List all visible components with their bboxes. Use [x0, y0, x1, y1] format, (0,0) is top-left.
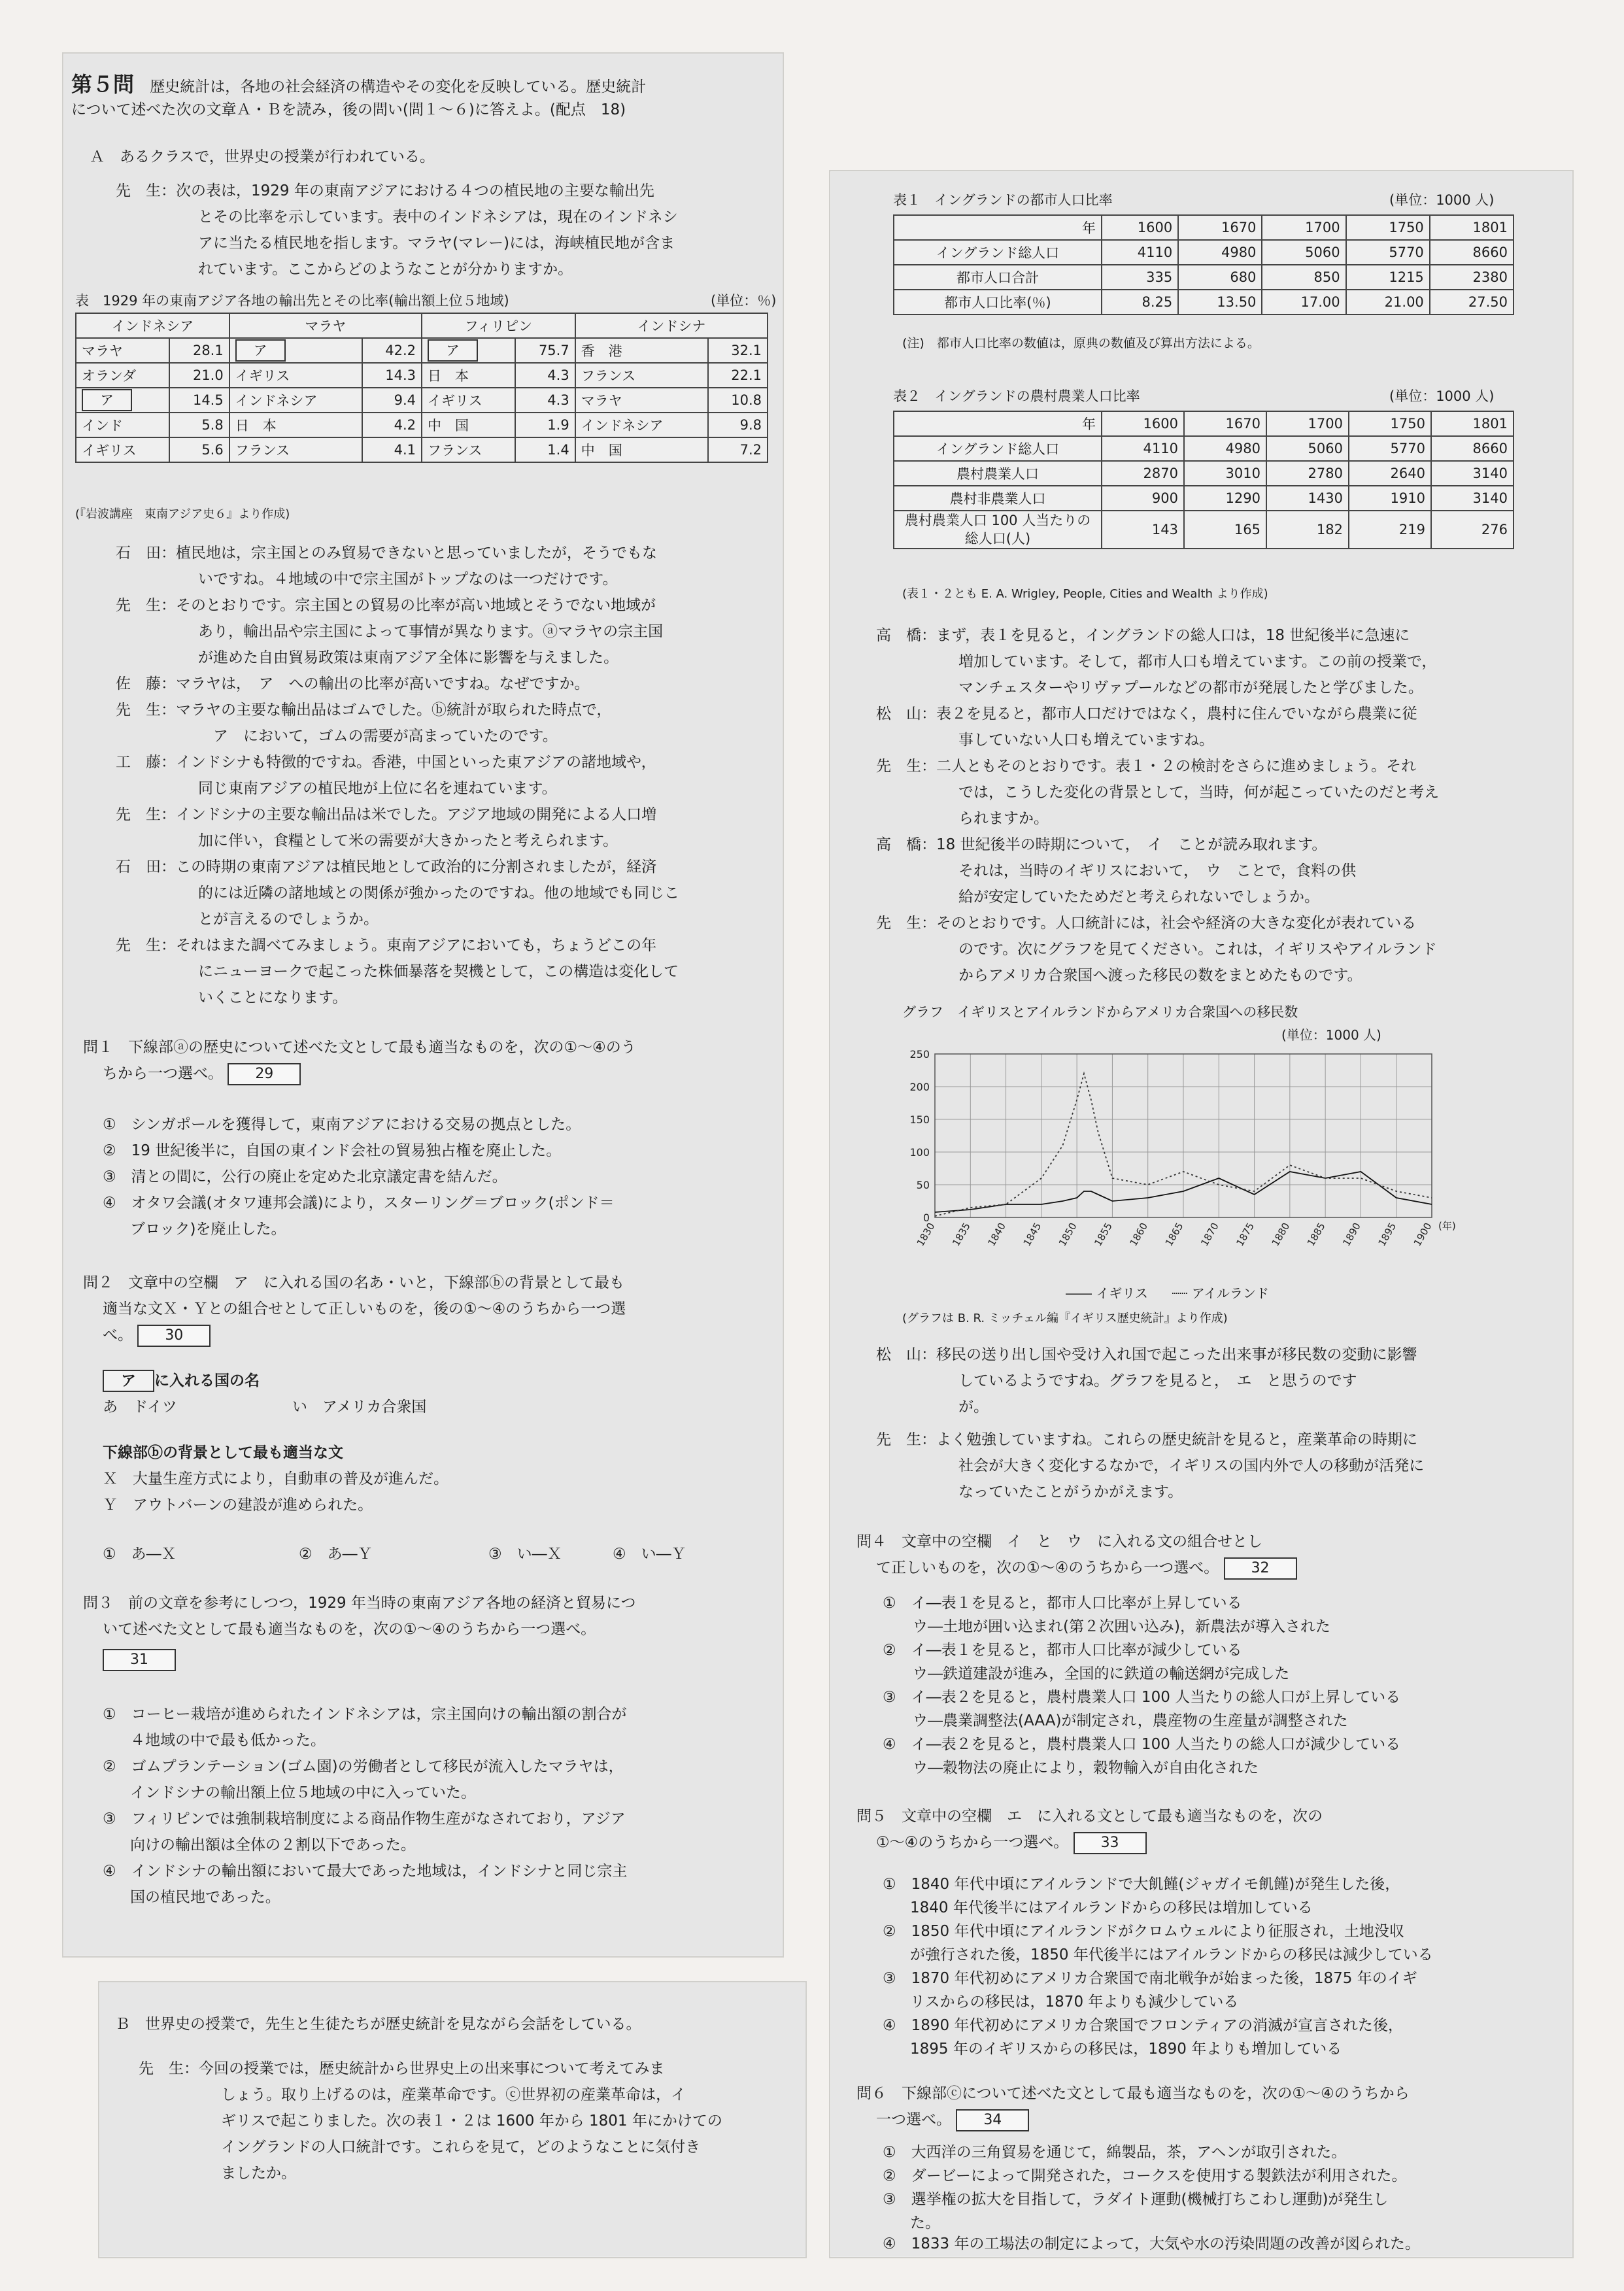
- x-tick-label: 1845: [1021, 1221, 1044, 1249]
- x-tick-label: 1850: [1056, 1221, 1079, 1249]
- choice[interactable]: ウ―鉄道建設が進み，全国的に鉄道の輸送網が完成した: [883, 1665, 1290, 1682]
- country-heading: ア に入れる国の名: [103, 1368, 260, 1394]
- answer-number-33[interactable]: 33: [1074, 1832, 1147, 1854]
- answer-number-29[interactable]: 29: [228, 1063, 301, 1085]
- choice[interactable]: ① 1840 年代中頃にアイルランドで大飢饉(ジャガイモ飢饉)が発生した後，: [883, 1876, 1400, 1893]
- legend-ireland: アイルランド: [1191, 1285, 1269, 1301]
- dialog-line: いくことになります。: [198, 989, 348, 1006]
- choice[interactable]: ウ―土地が囲い込まれ(第２次囲い込み)，新農法が導入された: [883, 1618, 1330, 1635]
- table-1-unit: (単位：1000 人): [1389, 192, 1495, 208]
- x-tick-label: 1875: [1234, 1221, 1257, 1249]
- table-row: 農村農業人口 100 人当たりの総人口(人) 143 165 182 219 276: [894, 511, 1514, 549]
- y-tick-label: 150: [909, 1113, 930, 1126]
- choice[interactable]: ② ゴムプランテーション(ゴム園)の労働者として移民が流入したマラヤは，: [103, 1758, 624, 1775]
- table-row: 都市人口合計 335 680 850 1215 2380: [894, 265, 1514, 290]
- choice[interactable]: ④ 1833 年の工場法の制定によって，大気や水の汚染問題の改善が図られた。: [883, 2235, 1421, 2252]
- background-heading: 下線部ⓑの背景として最も適当な文: [103, 1444, 343, 1461]
- choice[interactable]: ウ―穀物法の廃止により，穀物輸入が自由化された: [883, 1759, 1259, 1776]
- y-tick-label: 250: [909, 1048, 930, 1061]
- table-1-note: (注) 都市人口比率の数値は，原典の数値及び算出方法による。: [902, 336, 1260, 350]
- x-tick-label: 1835: [950, 1221, 973, 1249]
- dialog-line: しょう。取り上げるのは，産業革命です。ⓒ世界初の産業革命は，イ: [221, 2086, 686, 2103]
- table-row: イングランド総人口 4110 4980 5060 5770 8660: [894, 436, 1514, 461]
- left-clip: [62, 52, 784, 1958]
- table-2-title: 表２ イングランドの農村農業人口比率: [893, 388, 1140, 404]
- teacher-line: 先 生：次の表は，1929 年の東南アジアにおける４つの植民地の主要な輸出先: [116, 182, 654, 199]
- choice[interactable]: ① コーヒー栽培が進められたインドネシアは，宗主国向けの輸出額の割合が: [103, 1706, 627, 1723]
- dialog-line: からアメリカ合衆国へ渡った移民の数をまとめたものです。: [958, 967, 1362, 984]
- dialog-line: 先 生：そのとおりです。人口統計には，社会や経済の大きな変化が表れている: [876, 915, 1417, 932]
- table-row: 都市人口比率(％) 8.25 13.50 17.00 21.00 27.50: [894, 290, 1514, 314]
- teacher-line: とその比率を示しています。表中のインドネシアは，現在のインドネシ: [198, 209, 678, 226]
- dialog-line: られますか。: [958, 810, 1049, 827]
- section-b-clip: [98, 1981, 807, 2258]
- choice[interactable]: ② あ―Ｙ: [299, 1546, 373, 1563]
- tables-source: (表１・２とも E. A. Wrigley, People, Cities and Wealth より作成): [902, 587, 1268, 601]
- table-header: インドシナ: [575, 313, 768, 338]
- header-text-2: について述べた次の文章Ａ・Ｂを読み，後の問い(問１～６)に答えよ。(配点 18): [71, 101, 626, 118]
- choice[interactable]: ① あ―Ｘ: [103, 1546, 177, 1563]
- dialog-line: 高 橋：18 世紀後半の時期について， イ ことが読み取れます。: [876, 836, 1327, 853]
- question-number: 第５問: [71, 72, 135, 97]
- question-1-text: 問１ 下線部ⓐの歴史について述べた文として最も適当なものを，次の①～④のう: [83, 1039, 636, 1056]
- country-i: い アメリカ合衆国: [292, 1399, 427, 1416]
- table-header: フィリピン: [422, 313, 575, 338]
- migration-line-chart: [889, 1044, 1464, 1280]
- dialog-line: 的には近隣の諸地域との関係が強かったのですね。他の地域でも同じこ: [198, 885, 679, 902]
- choice[interactable]: が強行された後，1850 年代後半にはアイルランドからの移民は減少している: [910, 1946, 1433, 1963]
- dialog-line: マンチェスターやリヴァプールなどの都市が発展したと学びました。: [958, 679, 1423, 696]
- dialog-line: イングランドの人口統計です。これらを見て，どのようなことに気付き: [221, 2139, 701, 2156]
- dialog-line: 高 橋：まず，表１を見ると，イングランドの総人口は，18 世紀後半に急速に: [876, 627, 1410, 644]
- export-table: [75, 313, 768, 463]
- table-row: オランダ 21.0 イギリス 14.3 日 本 4.3 フランス 22.1: [76, 363, 768, 388]
- choice[interactable]: ③ 清との間に，公行の廃止を定めた北京議定書を結んだ。: [103, 1168, 507, 1185]
- dialog-line: しているようですね。グラフを見ると， エ と思うのです: [958, 1372, 1357, 1389]
- dialog-line: 事していない人口も増えていますね。: [958, 732, 1214, 749]
- graph-legend: [1066, 1283, 1269, 1302]
- dialog-line: 石 田：この時期の東南アジアは植民地として政治的に分割されましたが，経済: [116, 858, 657, 875]
- dialog-line: 増加しています。そして，都市人口も増えています。この前の授業で，: [958, 653, 1437, 670]
- choice[interactable]: ④ イ―表２を見ると，農村農業人口 100 人当たりの総人口が減少している: [883, 1736, 1401, 1753]
- choice[interactable]: ① 大西洋の三角貿易を通じて，綿製品，茶，アヘンが取引された。: [883, 2144, 1347, 2161]
- table-header: マラヤ: [229, 313, 422, 338]
- dialog-line: 社会が大きく変化するなかで，イギリスの国内外で人の移動が活発に: [958, 1457, 1425, 1474]
- choice[interactable]: ② イ―表１を見ると，都市人口比率が減少している: [883, 1642, 1242, 1659]
- question-header: [71, 68, 646, 98]
- choice[interactable]: ④ 1890 年代初めにアメリカ合衆国でフロンティアの消滅が宣言された後，: [883, 2017, 1404, 2034]
- x-tick-label: 1860: [1127, 1221, 1151, 1249]
- question-4-text: て正しいものを，次の①～④のうちから一つ選べ。 32: [876, 1555, 1297, 1581]
- dialog-line: なっていたことがうかがえます。: [958, 1484, 1183, 1501]
- dialog-line: 松 山：移民の送り出し国や受け入れ国で起こった出来事が移民数の変動に影響: [876, 1346, 1417, 1363]
- blank-a: ア: [235, 339, 286, 362]
- y-tick-label: 200: [909, 1081, 930, 1093]
- choice[interactable]: ４地域の中で最も低かった。: [130, 1732, 326, 1749]
- dialog-line: 先 生：よく勉強していますね。これらの歴史統計を見ると，産業革命の時期に: [876, 1431, 1417, 1448]
- answer-number-34[interactable]: 34: [956, 2109, 1029, 2131]
- table-row: 農村非農業人口 900 1290 1430 1910 3140: [894, 486, 1514, 511]
- dialog-line: 先 生：インドシナの主要な輸出品は米でした。アジア地域の開発による人口増: [116, 806, 657, 823]
- header-text: 歴史統計は，各地の社会経済の構造やその変化を反映している。歴史統計: [150, 78, 647, 95]
- x-tick-label: 1900: [1411, 1221, 1434, 1249]
- y-tick-label: 50: [916, 1179, 930, 1191]
- table-row: イングランド総人口 4110 4980 5060 5770 8660: [894, 240, 1514, 265]
- question-2-text: べ。 30: [103, 1322, 211, 1348]
- dialog-line: にニューヨークで起こった株価暴落を契機として，この構造は変化して: [198, 963, 679, 980]
- question-2-text: 適当な文Ｘ・Ｙとの組合せとして正しいものを，後の①～④のうちから一つ選: [103, 1300, 626, 1317]
- choice[interactable]: ④ い―Ｙ: [613, 1546, 686, 1563]
- x-tick-label: 1870: [1198, 1221, 1221, 1249]
- choice[interactable]: ④ インドシナの輸出額において最大であった地域は，インドシナと同じ宗主: [103, 1863, 628, 1880]
- choice[interactable]: ブロック)を廃止した。: [130, 1221, 286, 1238]
- choice[interactable]: ② 19 世紀後半に，自国の東インド会社の貿易独占権を廃止した。: [103, 1142, 562, 1159]
- y-tick-label: 0: [922, 1212, 930, 1224]
- dialog-line: が進めた自由貿易政策は東南アジア全体に影響を与えました。: [198, 649, 619, 666]
- choice[interactable]: ③ 1870 年代初めにアメリカ合衆国で南北戦争が始まった後，1875 年のイギ: [883, 1970, 1417, 1987]
- question-3-text: 問３ 前の文章を参考にしつつ，1929 年当時の東南アジア各地の経済と貿易につ: [83, 1595, 636, 1612]
- dialog-line: それは，当時のイギリスにおいて， ウ ことで，食料の供: [958, 862, 1357, 879]
- question-3-text: いて述べた文として最も適当なものを，次の①～④のうちから一つ選べ。: [103, 1621, 596, 1638]
- dialog-line: が。: [958, 1399, 989, 1416]
- table-row: 農村農業人口 2870 3010 2780 2640 3140: [894, 461, 1514, 486]
- choice[interactable]: ② 1850 年代中頃にアイルランドがクロムウェルにより征服され，土地没収: [883, 1923, 1404, 1940]
- table-row: インド 5.8 日 本 4.2 中 国 1.9 インドネシア 9.8: [76, 413, 768, 437]
- dialog-line: 同じ東南アジアの植民地が上位に名を連ねています。: [198, 780, 557, 797]
- dialog-line: のです。次にグラフを見てください。これは，イギリスやアイルランド: [958, 941, 1437, 958]
- dialog-line: 石 田：植民地は，宗主国とのみ貿易できないと思っていましたが，そうでもな: [116, 545, 657, 562]
- legend-britain: イギリス: [1096, 1285, 1148, 1301]
- statement-x: Ｘ 大量生産方式により，自動車の普及が進んだ。: [103, 1470, 448, 1487]
- dialog-line: 松 山：表２を見ると，都市人口だけではなく，農村に住んでいながら農業に従: [876, 705, 1417, 722]
- x-tick-label: 1865: [1162, 1221, 1186, 1249]
- choice[interactable]: 国の植民地であった。: [130, 1889, 280, 1906]
- table-row: イギリス 5.6 フランス 4.1 フランス 1.4 中 国 7.2: [76, 437, 768, 462]
- answer-number-32[interactable]: 32: [1224, 1557, 1297, 1580]
- legend-line-dotted: ┈┈: [1172, 1285, 1188, 1301]
- choice[interactable]: 向けの輸出額は全体の２割以下であった。: [130, 1837, 416, 1854]
- x-tick-label: 1885: [1304, 1221, 1328, 1249]
- graph-title: グラフ イギリスとアイルランドからアメリカ合衆国への移民数: [902, 1004, 1298, 1020]
- choice[interactable]: ③ フィリピンでは強制栽培制度による商品作物生産がなされており，アジア: [103, 1810, 626, 1827]
- dialog-line: ア において，ゴムの需要が高まっていたのです。: [198, 728, 558, 745]
- x-tick-label: 1895: [1376, 1221, 1399, 1249]
- choice[interactable]: 1895 年のイギリスからの移民は，1890 年よりも増加している: [910, 2041, 1342, 2058]
- dialog-line: とが言えるのでしょうか。: [198, 911, 379, 928]
- legend-line-solid: ――: [1066, 1285, 1092, 1301]
- dialog-line: あり，輸出品や宗主国によって事情が異なります。ⓐマラヤの宗主国: [198, 623, 664, 640]
- section-b-intro: Ｂ 世界史の授業で，先生と生徒たちが歴史統計を見ながら会話をしている。: [115, 2016, 641, 2033]
- right-clip: [829, 170, 1574, 2258]
- blank-a: ア: [82, 389, 132, 411]
- dialog-line: では，こうした変化の背景として，当時，何が起こっていたのだと考え: [958, 784, 1440, 801]
- table-1: 年 1600 1670 1700 1750 1801 イングランド総人口 4110 4980 5060 5770 8660 都市人口合計 335 680 850 1215 2380 都市人口比率(％) 8.25 13.50 17.00 21.00 27.50: [893, 214, 1514, 315]
- question-4-text: 問４ 文章中の空欄 イ と ウ に入れる文の組合せとし: [856, 1533, 1262, 1550]
- table-row: マラヤ 28.1 ア 42.2 ア 75.7 香 港 32.1: [76, 338, 768, 363]
- statement-y: Ｙ アウトバーンの建設が進められた。: [103, 1497, 373, 1514]
- choice[interactable]: ③ い―Ｘ: [488, 1546, 562, 1563]
- blank-a: ア: [428, 339, 478, 362]
- question-2-text: 問２ 文章中の空欄 ア に入れる国の名あ・いと，下線部ⓑの背景として最も: [83, 1274, 624, 1291]
- question-5-text: ①～④のうちから一つ選べ。 33: [876, 1829, 1147, 1856]
- country-a: あ ドイツ: [103, 1399, 177, 1416]
- x-tick-label: 1830: [914, 1221, 938, 1249]
- choice[interactable]: ④ オタワ会議(オタワ連邦会議)により，スターリング＝ブロック(ポンド＝: [103, 1195, 615, 1212]
- choice[interactable]: 1840 年代後半にはアイルランドからの移民は増加している: [910, 1899, 1313, 1916]
- x-tick-label: 1890: [1340, 1221, 1363, 1249]
- table-unit: (単位：％): [711, 293, 777, 309]
- dialog-line: いですね。４地域の中で宗主国がトップなのは一つだけです。: [198, 571, 618, 588]
- choice[interactable]: ① シンガポールを獲得して，東南アジアにおける交易の拠点とした。: [103, 1116, 581, 1133]
- x-tick-label: 1880: [1269, 1221, 1293, 1249]
- choice[interactable]: た。: [910, 2215, 940, 2232]
- choice[interactable]: ③ 選挙権の拡大を目指して，ラダイト運動(機械打ちこわし運動)が発生し: [883, 2191, 1389, 2208]
- dialog-line: 加に伴い，食糧として米の需要が大きかったと考えられます。: [198, 832, 618, 849]
- question-6-text: 一つ選べ。 34: [876, 2107, 1029, 2133]
- choice[interactable]: ウ―農業調整法(AAA)が制定され，農産物の生産量が調整された: [883, 1712, 1348, 1729]
- table-2-unit: (単位：1000 人): [1389, 388, 1495, 404]
- graph-source: (グラフは B. R. ミッチェル編『イギリス歴史統計』より作成): [902, 1312, 1228, 1325]
- table-1-title: 表１ イングランドの都市人口比率: [893, 192, 1113, 208]
- x-axis-suffix: (年): [1438, 1220, 1456, 1232]
- x-tick-label: 1840: [985, 1221, 1009, 1249]
- question-1-text: ちから一つ選べ。 29: [103, 1061, 301, 1087]
- dialog-line: 給が安定していたためだと考えられないでしょうか。: [958, 889, 1319, 906]
- teacher-line: れています。ここからどのようなことが分かりますか。: [198, 261, 573, 278]
- dialog-line: 先 生：今回の授業では，歴史統計から世界史上の出来事について考えてみま: [139, 2060, 665, 2077]
- table-source: (『岩波講座 東南アジア史６』より作成): [75, 507, 290, 521]
- table-title: 表 1929 年の東南アジア各地の輸出先とその比率(輸出額上位５地域): [75, 293, 509, 309]
- table-row: ア 14.5 インドネシア 9.4 イギリス 4.3 マラヤ 10.8: [76, 388, 768, 413]
- answer-number-30[interactable]: 30: [137, 1325, 211, 1347]
- graph-unit: (単位：1000 人): [1281, 1027, 1381, 1043]
- teacher-line: アに当たる植民地を指します。マラヤ(マレー)には，海峡植民地が含ま: [198, 235, 675, 252]
- answer-number-31[interactable]: 31: [103, 1649, 176, 1671]
- dialog-line: 先 生：それはまた調べてみましょう。東南アジアにおいても，ちょうどこの年: [116, 937, 657, 954]
- choice[interactable]: ② ダービーによって開発された，コークスを使用する製鉄法が利用された。: [883, 2167, 1407, 2184]
- table-2: 年 1600 1670 1700 1750 1801 イングランド総人口 4110 4980 5060 5770 8660 農村農業人口 2870 3010 2780 2640 3140 農村非農業人口 900 1290 1430 1910 3140 農村農業人口 100 人当たりの総人口(人) 143 165 182 219 276: [893, 411, 1514, 549]
- table-header: インドネシア: [76, 313, 229, 338]
- choice[interactable]: インドシナの輸出額上位５地域の中に入っていた。: [130, 1784, 476, 1801]
- choice[interactable]: ③ イ―表２を見ると，農村農業人口 100 人当たりの総人口が上昇している: [883, 1689, 1401, 1706]
- x-tick-label: 1855: [1092, 1221, 1115, 1249]
- question-5-text: 問５ 文章中の空欄 エ に入れる文として最も適当なものを，次の: [856, 1808, 1323, 1825]
- question-6-text: 問６ 下線部ⓒについて述べた文として最も適当なものを，次の①～④のうちから: [856, 2085, 1410, 2102]
- dialog-line: 先 生：そのとおりです。宗主国との貿易の比率が高い地域とそうでない地域が: [116, 597, 656, 614]
- dialog-line: 佐 藤：マラヤは， ア への輸出の比率が高いですね。なぜですか。: [116, 675, 590, 692]
- section-a-intro: Ａ あるクラスで，世界史の授業が行われている。: [90, 148, 435, 165]
- choice[interactable]: ① イ―表１を見ると，都市人口比率が上昇している: [883, 1595, 1242, 1612]
- dialog-line: ましたか。: [221, 2165, 296, 2182]
- y-tick-label: 100: [909, 1146, 930, 1159]
- dialog-line: 先 生：マラヤの主要な輸出品はゴムでした。ⓑ統計が取られた時点で，: [116, 702, 612, 719]
- dialog-line: ギリスで起こりました。次の表１・２は 1600 年から 1801 年にかけての: [221, 2113, 722, 2130]
- dialog-line: 工 藤：インドシナも特徴的ですね。香港，中国といった東アジアの諸地域や，: [116, 754, 656, 771]
- dialog-line: 先 生：二人ともそのとおりです。表１・２の検討をさらに進めましょう。それ: [876, 758, 1417, 775]
- choice[interactable]: リスからの移民は，1870 年よりも減少している: [910, 1994, 1239, 2011]
